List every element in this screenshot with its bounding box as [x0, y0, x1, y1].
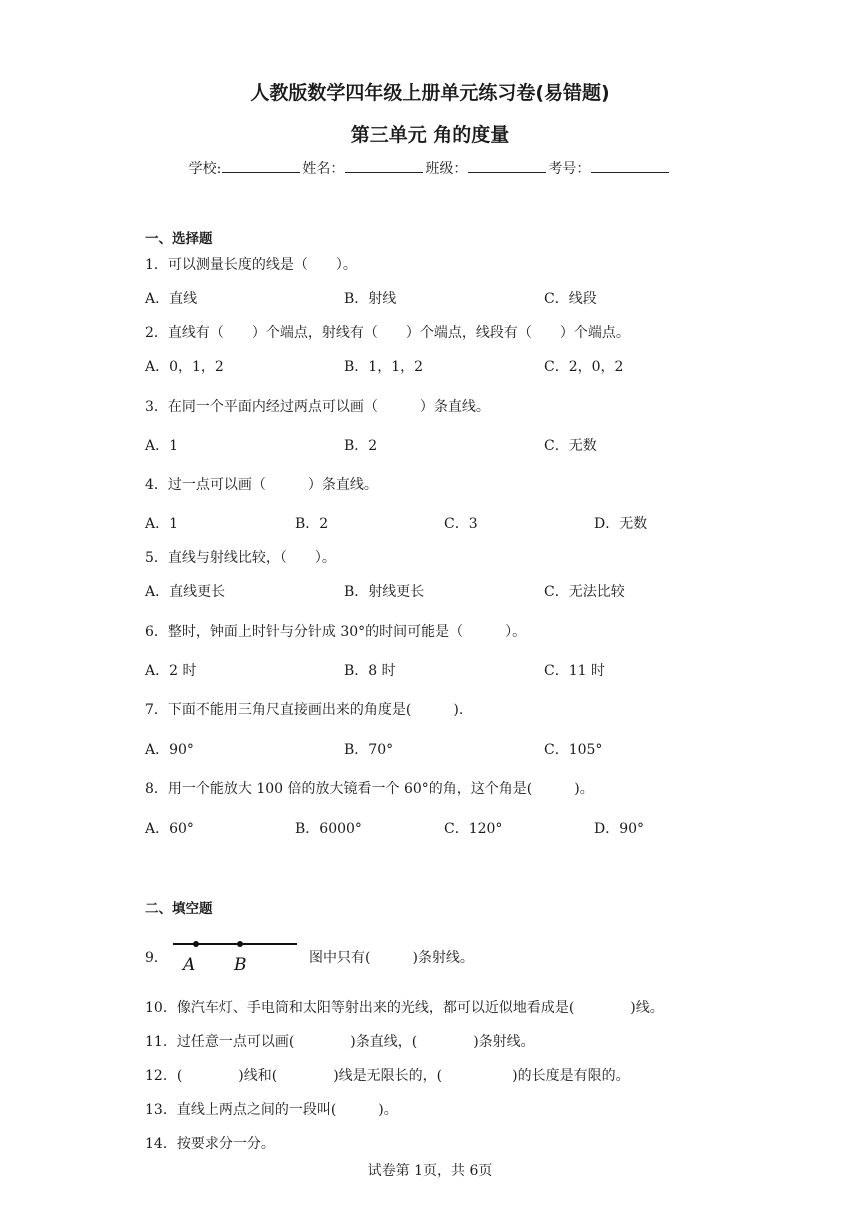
class-blank[interactable] [468, 158, 546, 173]
q3-option-c: C．无数 [544, 438, 597, 454]
q8-option-a: A．60° [145, 821, 194, 837]
section-heading-choice: 一、选择题 [145, 231, 213, 247]
q4-option-a: A．1 [145, 516, 179, 532]
q4-option-c: C．3 [444, 516, 478, 532]
label-b: B [234, 955, 247, 974]
point-b [237, 941, 243, 947]
question-6: 6．整时，钟面上时针与分针成 30°的时间可能是（ ）。 [145, 624, 527, 640]
label-a: A [183, 955, 196, 974]
q5-option-b: B．射线更长 [344, 584, 425, 600]
q6-option-a: A．2 时 [145, 663, 197, 679]
question-14: 14．按要求分一分。 [145, 1136, 275, 1152]
question-3: 3．在同一个平面内经过两点可以画（ ）条直线。 [145, 399, 490, 415]
page-subtitle: 第三单元 角的度量 [350, 124, 510, 146]
q7-option-c: C．105° [544, 742, 603, 758]
q3-option-a: A．1 [145, 438, 179, 454]
q2-option-a: A．0，1，2 [145, 359, 224, 375]
question-11: 11．过任意一点可以画( )条直线，( )条射线。 [145, 1034, 535, 1050]
q1-option-c: C．线段 [544, 291, 597, 307]
q1-option-a: A．直线 [145, 291, 198, 307]
q6-option-c: C．11 时 [544, 663, 605, 679]
q3-option-b: B．2 [344, 438, 378, 454]
page-title: 人教版数学四年级上册单元练习卷(易错题) [250, 82, 610, 104]
question-1: 1．可以测量长度的线是（ ）。 [145, 257, 357, 273]
q2-option-c: C．2，0，2 [544, 359, 624, 375]
question-9-text: 图中只有( )条射线。 [309, 950, 474, 966]
q8-option-d: D．90° [594, 821, 645, 837]
q7-option-b: B．70° [344, 742, 394, 758]
point-a [193, 941, 199, 947]
question-5: 5．直线与射线比较，（ ）。 [145, 550, 336, 566]
school-label: 学校: [188, 161, 222, 177]
q1-option-b: B．射线 [344, 291, 397, 307]
q7-option-a: A．90° [145, 742, 194, 758]
school-blank[interactable] [222, 158, 300, 173]
q5-option-c: C．无法比较 [544, 584, 625, 600]
question-2: 2．直线有（ ）个端点，射线有（ ）个端点，线段有（ ）个端点。 [145, 325, 630, 341]
q4-option-d: D．无数 [594, 516, 648, 532]
exam-no-blank[interactable] [591, 158, 669, 173]
class-label: 班级： [425, 161, 468, 177]
exam-no-label: 考号： [548, 161, 591, 177]
q4-option-b: B．2 [295, 516, 329, 532]
q2-option-b: B．1，1，2 [344, 359, 424, 375]
ray-figure [170, 934, 300, 974]
question-10: 10．像汽车灯、手电筒和太阳等射出来的光线，都可以近似地看成是( )线。 [145, 1000, 664, 1016]
q5-option-a: A．直线更长 [145, 584, 226, 600]
question-13: 13．直线上两点之间的一段叫( )。 [145, 1102, 398, 1118]
question-9-number: 9． [145, 950, 168, 966]
question-12: 12．( )线和( )线是无限长的，( )的长度是有限的。 [145, 1068, 630, 1084]
q8-option-c: C．120° [444, 821, 503, 837]
q8-option-b: B．6000° [295, 821, 362, 837]
q6-option-b: B．8 时 [344, 663, 396, 679]
name-blank[interactable] [345, 158, 423, 173]
section-heading-fill: 二、填空题 [145, 901, 213, 917]
page-footer: 试卷第 1页，共 6页 [367, 1163, 493, 1179]
question-8: 8．用一个能放大 100 倍的放大镜看一个 60°的角，这个角是( )。 [145, 781, 594, 797]
name-label: 姓名： [302, 161, 345, 177]
question-7: 7．下面不能用三角尺直接画出来的角度是( ). [145, 702, 464, 718]
question-4: 4．过一点可以画（ ）条直线。 [145, 477, 378, 493]
student-info-line [0, 158, 860, 178]
